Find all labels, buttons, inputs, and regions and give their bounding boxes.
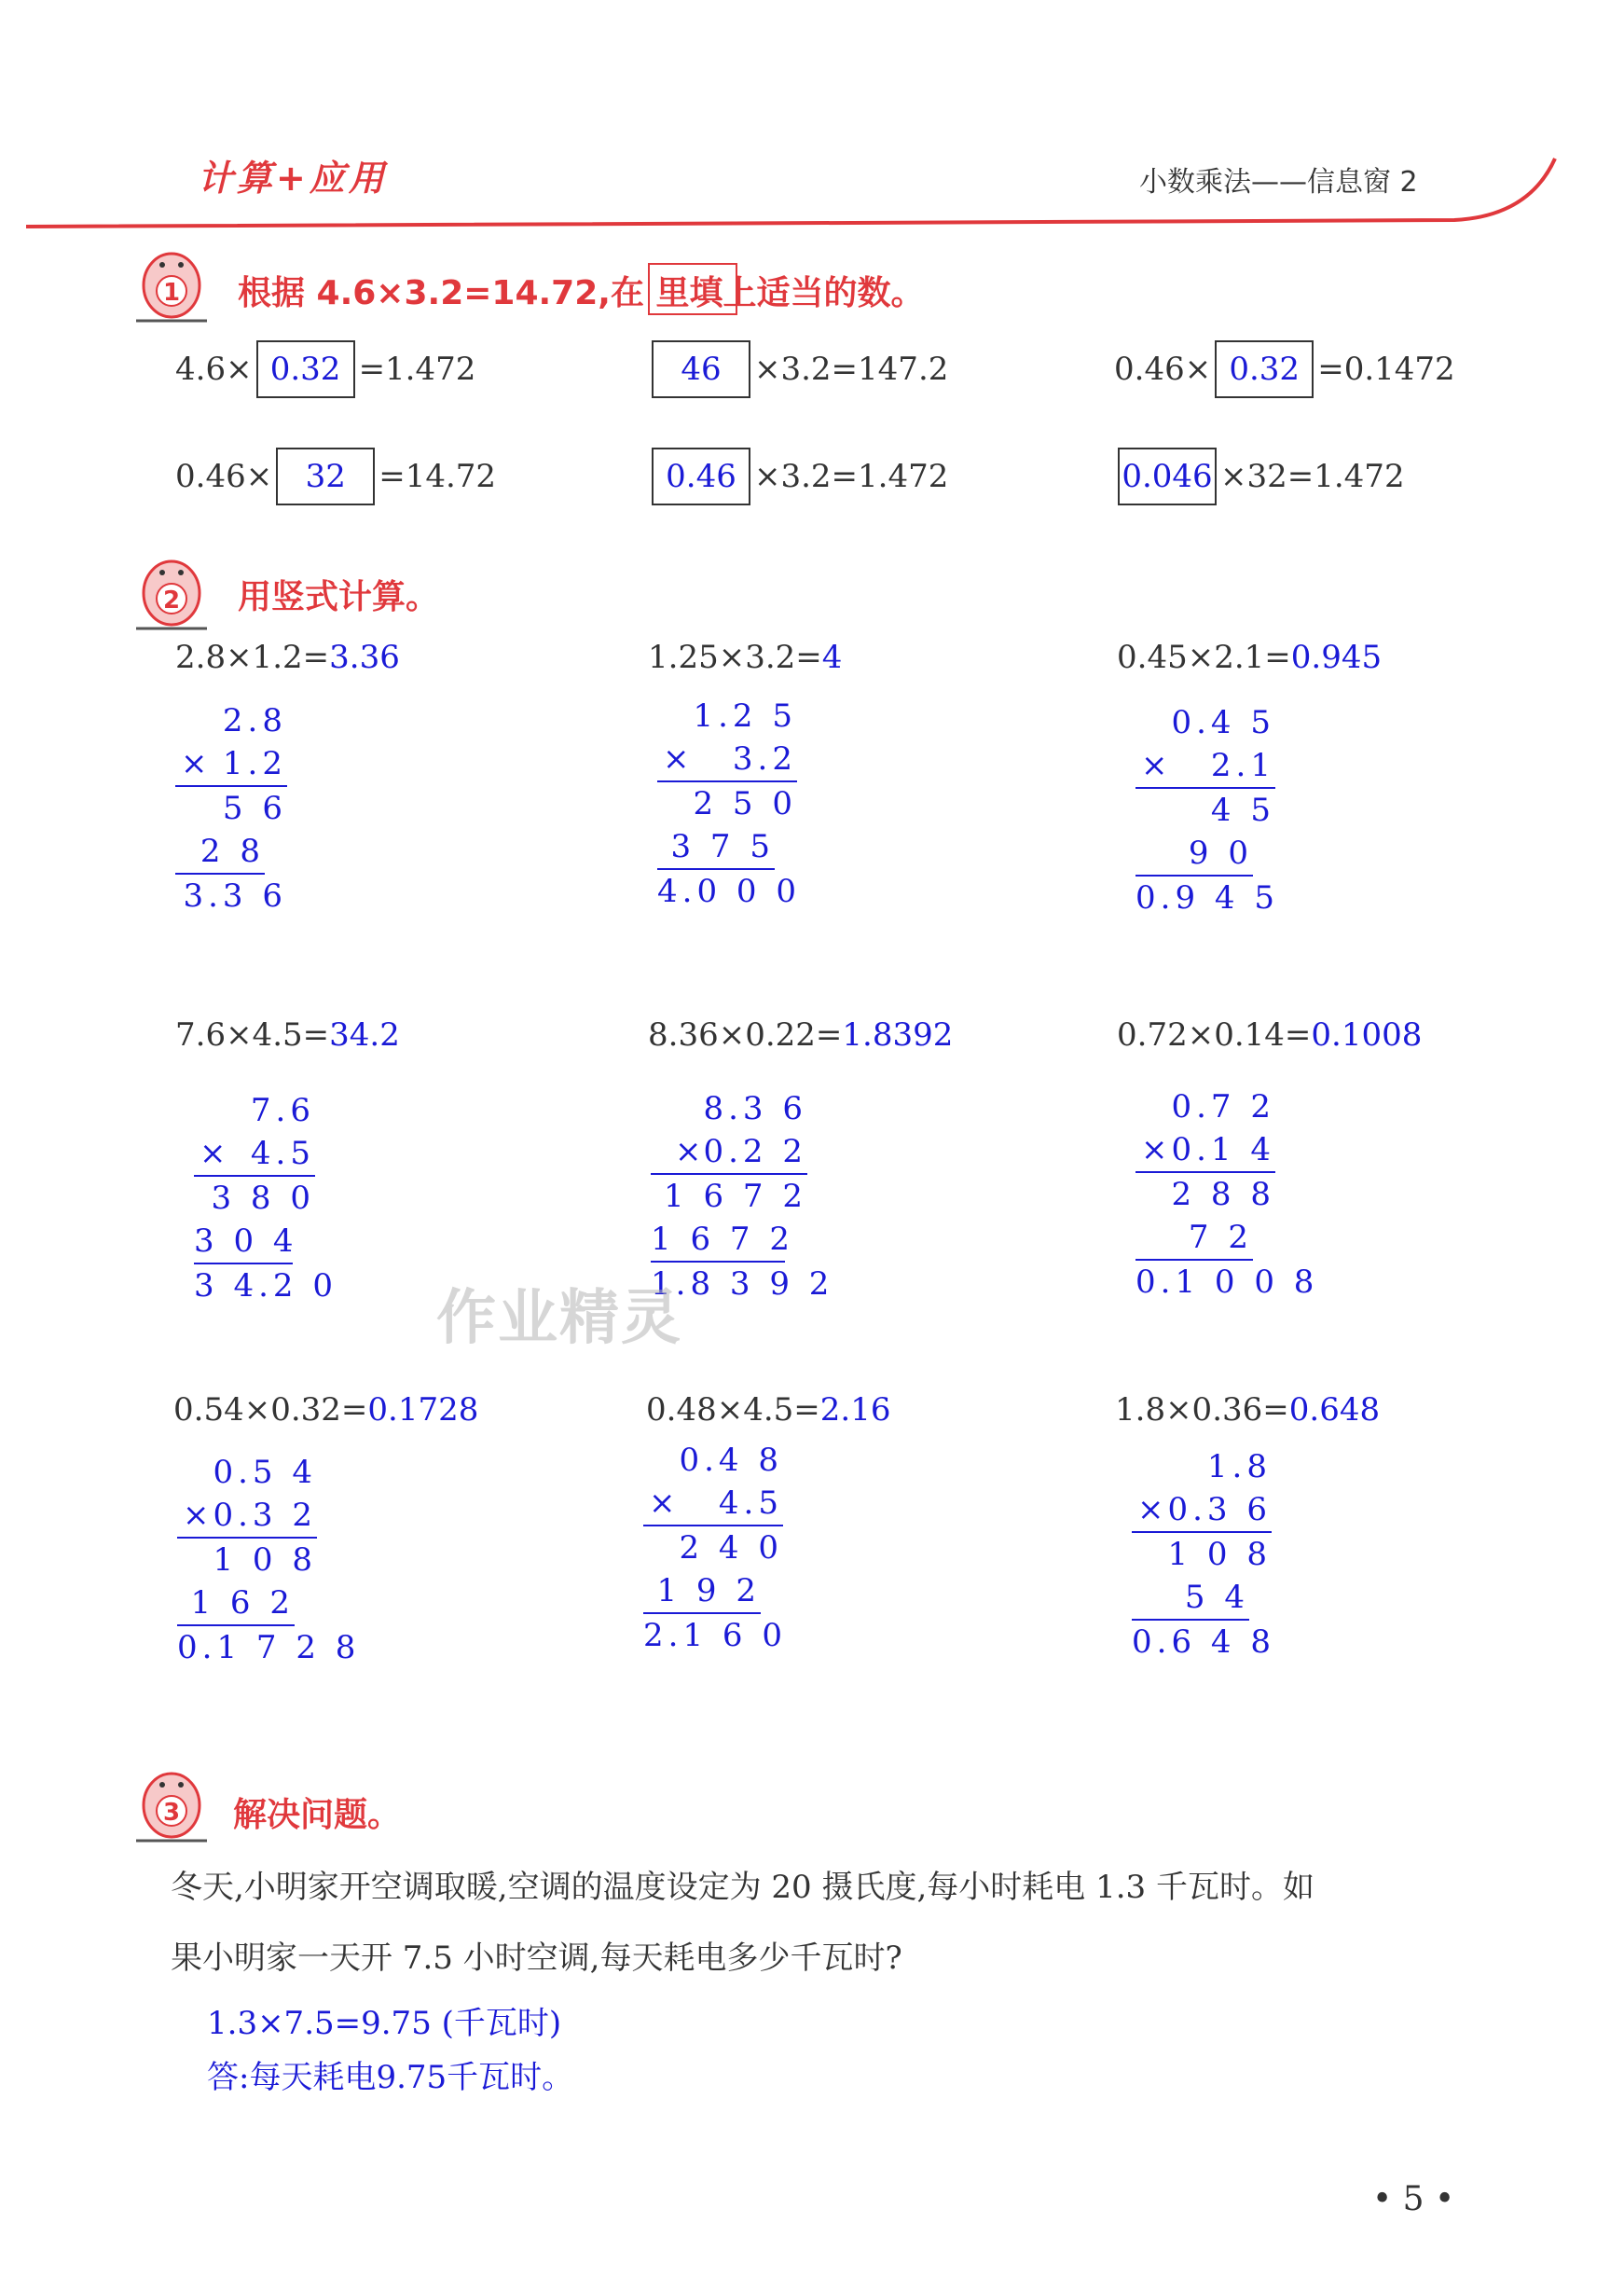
problem3-title: 解决问题。 <box>233 1796 402 1834</box>
calc-answer: 1.8392 <box>842 1016 954 1054</box>
problem3-answer-statement: 答:每天耗电9.75千瓦时。 <box>207 2059 574 2096</box>
calc-answer: 2.16 <box>819 1391 891 1429</box>
header-chapter-title: 小数乘法——信息窗 2 <box>1139 166 1418 199</box>
answer-box[interactable]: 32 <box>276 448 375 505</box>
calc-answer: 0.945 <box>1290 639 1383 676</box>
bird-number-icon-2 <box>129 552 214 638</box>
header-divider <box>0 0 1624 242</box>
vertical-calculation: 0.4 5 × 2.1 4 5 9 0 0.9 4 5 <box>1135 704 1279 917</box>
problem3-text-line1: 冬天,小明家开空调取暖,空调的温度设定为 20 摄氏度,每小时耗电 1.3 千瓦时。如 <box>171 1869 1314 1906</box>
watermark: 作业精灵 <box>436 1284 682 1353</box>
problem2-title: 用竖式计算。 <box>238 578 440 616</box>
calc-answer: 4 <box>821 639 843 676</box>
vertical-calculation: 8.3 6 × 0.2 2 1 6 7 2 1 6 7 2 1.8 3 9 2 <box>651 1090 834 1303</box>
p1-eq-r1c2: 46 ×3.2=147.2 <box>648 340 948 398</box>
answer-box[interactable]: 0.32 <box>1215 340 1314 398</box>
section-number: 1 <box>162 279 181 307</box>
page-number: • 5 • <box>1372 2180 1455 2218</box>
vertical-calculation: 0.5 4 × 0.3 2 1 0 8 1 6 2 0.1 7 2 8 <box>177 1454 361 1666</box>
header-section-label: 计算+应用 <box>198 158 388 199</box>
bird-number-icon-3 <box>129 1764 214 1850</box>
answer-box[interactable]: 0.046 <box>1118 448 1217 505</box>
calc-answer: 0.1008 <box>1311 1016 1423 1054</box>
calc-question: 0.54×0.32=0.1728 <box>173 1391 479 1429</box>
vertical-calculation: 0.4 8 × 4.5 2 4 0 1 9 2 2.1 6 0 <box>643 1442 787 1654</box>
p1-eq-r2c3: 0.046 ×32=1.472 <box>1114 448 1405 505</box>
calc-answer: 3.36 <box>329 639 400 676</box>
problem3-answer-calc: 1.3×7.5=9.75 (千瓦时) <box>207 2005 562 2042</box>
p1-eq-r1c3: 0.46× 0.32 =0.1472 <box>1114 340 1455 398</box>
calc-question: 0.45×2.1=0.945 <box>1117 639 1383 676</box>
answer-box[interactable]: 0.46 <box>652 448 750 505</box>
vertical-calculation: 2.8 × 1.2 5 6 2 8 3.3 6 <box>175 699 287 918</box>
calc-answer: 0.1728 <box>367 1391 479 1429</box>
problem1-title: 根据 4.6×3.2=14.72,在 里填上适当的数。 <box>238 274 925 312</box>
section-number: 2 <box>162 587 181 614</box>
vertical-calculation: 1.8 × 0.3 6 1 0 8 5 4 0.6 4 8 <box>1132 1448 1275 1661</box>
calc-question: 1.8×0.36=0.648 <box>1115 1391 1381 1429</box>
answer-box[interactable]: 0.32 <box>256 340 355 398</box>
calc-question: 0.72×0.14=0.1008 <box>1117 1016 1423 1054</box>
title-blank-box <box>648 263 737 315</box>
calc-question: 1.25×3.2=4 <box>648 639 843 676</box>
calc-question: 7.6×4.5=34.2 <box>175 1016 400 1054</box>
calc-question: 2.8×1.2=3.36 <box>175 639 400 676</box>
calc-question: 8.36×0.22=1.8392 <box>648 1016 954 1054</box>
vertical-calculation: 0.7 2 × 0.1 4 2 8 8 7 2 0.1 0 0 8 <box>1135 1088 1319 1301</box>
p1-eq-r2c1: 0.46× 32 =14.72 <box>175 448 496 505</box>
answer-box[interactable]: 46 <box>652 340 750 398</box>
section-number: 3 <box>162 1799 181 1827</box>
calc-answer: 0.648 <box>1288 1391 1381 1429</box>
p1-eq-r2c2: 0.46 ×3.2=1.472 <box>648 448 948 505</box>
vertical-calculation: 7.6 × 4.5 3 8 0 3 0 4 3 4.2 0 <box>194 1092 337 1305</box>
p1-eq-r1c1: 4.6× 0.32 =1.472 <box>175 340 475 398</box>
bird-number-icon-1 <box>129 244 214 330</box>
calc-question: 0.48×4.5=2.16 <box>646 1391 891 1429</box>
problem3-text-line2: 果小明家一天开 7.5 小时空调,每天耗电多少千瓦时? <box>171 1940 902 1977</box>
calc-answer: 34.2 <box>329 1016 400 1054</box>
vertical-calculation: 1.2 5 × 3.2 2 5 0 3 7 5 4.0 0 0 <box>657 697 801 910</box>
